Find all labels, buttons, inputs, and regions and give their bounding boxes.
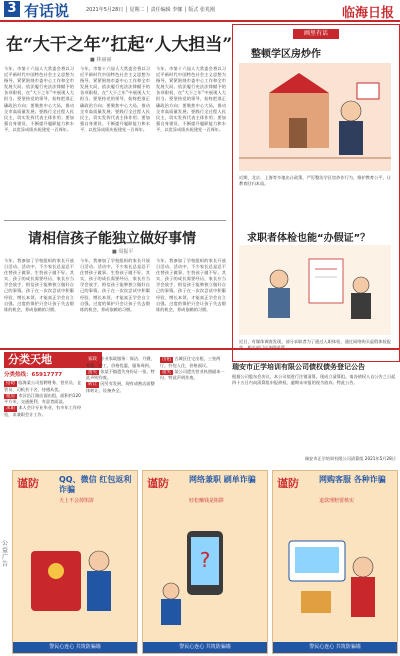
ad-label: 家政 [88,357,97,362]
cartoon1-image [239,63,391,171]
online-shopping-scam-illustration [281,511,389,629]
cartoon2-caption: 近日，有媒体调查发现，部分求职者为了通过入职体检，通过网络购买虚假体检报 [239,339,391,344]
article1-headline: 在“大干之年”扛起“人大担当” [6,35,233,55]
ad-footer: 警民心连心 共筑防骗墙 [273,642,397,653]
list-item [86,369,156,382]
classifieds-col-mid [86,356,156,466]
classifieds-col-right [160,356,228,466]
list-item [4,380,82,393]
article2-col: 今年，我参加了学校组织的家长开放日活动。活动中，不少家长总是忍不住替孩子做事，生怕孩子做不好。其实，孩子的成长需要经历，家长应当学会放手，相信孩子能够独立做好自己的事情。孩子在一次次尝试中积累经验、增长本领，才能真正学会自立自强。过度的保护只会让孩子失去锻炼的机会，养成依赖的习惯。 [156,258,226,312]
ad-text: 古城区住宅出租，三室两厅，拎包入住，价格面议。 [160,356,221,368]
ad-subtitle: 轻松赚钱是陷阱 [189,498,225,504]
article1-byline: ■ 林丽丽 [90,57,112,63]
classifieds-col-left [4,380,82,466]
ad-warn: 谨防 [147,477,169,490]
ad-warn: 谨防 [277,477,299,490]
ad-text: 张某不慎遗失身份证一张，特此声明作废。 [86,368,155,381]
article1-col: 今年，市第十六届人大常委会将以习近平新时代中国特色社会主义思想为指导，紧紧围绕市委中心工作和全市发展大局，依法履行宪法法律赋予的各项职权，在“大干之年”中展现人大担当。要坚持党的领导，始终把准正确政治方向；要聚焦中心大局，推动全市高质量发展；要践行全过程人民民主，切实发挥代表主体作用；要加强自身建设，不断提升履职能力和水平，以优异成绩庆祝建党一百周年。 [4,66,74,132]
list-item [86,381,156,394]
page-number: 3 [4,1,20,17]
list-item [4,393,82,406]
ad-footer: 警民心连心 共筑防骗墙 [13,642,137,653]
ad-text: 本人会计专业毕业，有多年工作经验，求兼职会计工作。 [4,405,82,417]
ad-title: QQ、微信 红包返利诈骗 [59,475,132,494]
cartoon-sidebar [232,24,400,362]
ad-warn: 谨防 [17,477,39,490]
school-district-cartoon [239,63,391,171]
ad-subtitle: 退款理赔要核实 [319,498,355,504]
article2-byline: ■ 周振平 [112,249,134,255]
ads-side-label: 公益广告 [2,540,9,568]
ad-label: 求职 [6,406,15,412]
sidebar-tag: 画里有话 [293,29,339,39]
ad-label: 出租 [162,357,171,362]
ad-label: 转让 [88,382,97,388]
list-item [160,369,228,382]
cartoon1-title: 整顿学区房炒作 [251,49,321,60]
article2-body [4,258,226,346]
article2-col: 今年，我参加了学校组织的家长开放日活动。活动中，不少家长总是忍不住替孩子做事，生怕孩子做不好。其实，孩子的成长需要经历，家长应当学会放手，相信孩子能够独立做好自己的事情。孩子在一次次尝试中积累经验、增长本领，才能真正学会自立自强。过度的保护只会让孩子失去锻炼的机会，养成依赖的习惯。 [80,258,150,312]
red-envelope-illustration [21,511,129,629]
ad-label: 招聘 [6,381,15,386]
ad-text: 临海某公司招聘财务、营业员、仓管员、司机若干名，待遇从优。 [4,380,82,392]
ad-subtitle: 天上不会掉馅饼 [59,498,95,504]
notice-title: 瑞安市正学培训有限公司债权债务登记公告 [232,363,365,371]
masthead [0,0,400,22]
ad-label: 租房 [6,393,15,399]
ad-label: 遗失 [162,369,171,375]
article2-col: 今年，我参加了学校组织的家长开放日活动。活动中，不少家长总是忍不住替孩子做事，生怕孩子做不好。其实，孩子的成长需要经历，家长应当学会放手，相信孩子能够独立做好自己的事情。孩子在一次次尝试中积累经验、增长本领，才能真正学会自立自强。过度的保护只会让孩子失去锻炼的机会，养成依赖的习惯。 [4,258,74,312]
phone-scam-illustration [151,511,259,629]
cartoon1-caption: 近期，北京、上海等多地出台政策，严厉整治学区房炒作行为，维护教育公平，让教育回归本质。 [239,175,391,186]
ad-title: 网购客服 各种诈骗 [319,475,386,484]
anti-fraud-ad [272,470,398,654]
list-item [160,356,228,369]
divider [4,220,226,221]
issue-meta: 2021年5月28日 │ 星期二 │ 责任编辑 李娜 │ 版式 张兆刚 [86,7,216,13]
list-item [86,356,156,369]
cartoon2-image [239,245,391,335]
ad-footer: 警民心连心 共筑防骗墙 [143,642,267,653]
anti-fraud-ad [12,470,138,654]
article1-body [4,66,226,216]
list-item [4,405,82,418]
paper-logo: 临海日报 [341,6,394,21]
article1-col: 今年，市第十六届人大常委会将以习近平新时代中国特色社会主义思想为指导，紧紧围绕市委中心工作和全市发展大局，依法履行宪法法律赋予的各项职权，在“大干之年”中展现人大担当。要坚持党的领导，始终把准正确政治方向；要聚焦中心大局，推动全市高质量发展；要践行全过程人民民主，切实发挥代表主体作用；要加强自身建设，不断提升履职能力和水平，以优异成绩庆祝建党一百周年。 [80,66,150,132]
ad-text: 市区沿江路店面出租，面积约120平方米，交通便利，有意者面谈。 [4,392,81,405]
ad-text: 专业家政服务：保洁、月嫂、育婴、护工，价格优惠，服务周到。 [86,356,155,368]
ad-title: 网络兼职 刷单诈骗 [189,475,256,484]
ad-text: 某公司遗失营业执照副本一份，特此声明作废。 [160,368,225,381]
cartoon2-title: 求职者体检也能“办假证”？ [247,233,371,244]
fake-health-certificate-cartoon [239,245,391,335]
notice-signature: 瑞安市正学培训有限公司清算组 2021年5月28日 [304,456,396,461]
article1-col: 今年，市第十六届人大常委会将以习近平新时代中国特色社会主义思想为指导，紧紧围绕市委中心工作和全市发展大局，依法履行宪法法律赋予的各项职权，在“大干之年”中展现人大担当。要坚持党的领导，始终把准正确政治方向；要聚焦中心大局，推动全市高质量发展；要践行全过程人民民主，切实发挥代表主体作用；要加强自身建设，不断提升履职能力和水平，以优异成绩庆祝建党一百周年。 [156,66,226,132]
article2-headline: 请相信孩子能独立做好事情 [28,231,196,247]
ad-text: 因另有发展，现有成熟店面整体转让，设备齐全。 [86,381,155,393]
section-title: 有话说 [24,2,70,20]
classifieds-hotline: 分类热线：65917777 [4,372,63,378]
svg-text:?: ? [199,548,211,572]
classifieds-heading: 分类天地 [4,352,102,368]
section-divider [0,348,400,350]
notice-body: 根据公司股东会决议，本公司拟进行注销清算，现成立清算组。请各债权人自公告之日起四十五日内向清算组申报债权，逾期未申报的视为放弃。特此公告。 [232,374,396,385]
anti-fraud-ad [142,470,268,654]
ad-label: 遗失 [88,369,97,375]
